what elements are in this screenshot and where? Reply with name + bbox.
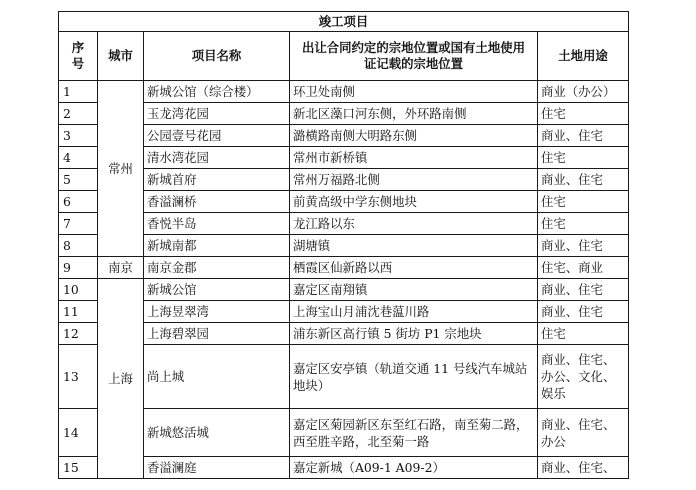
cell-land-use: 商业、住宅	[538, 301, 629, 323]
header-location: 出让合同约定的宗地位置或国有土地使用证记载的宗地位置	[290, 32, 538, 81]
cell-project-name: 新城公馆	[144, 279, 290, 301]
title-row	[59, 12, 629, 32]
cell-seq: 12	[59, 323, 98, 345]
cell-project-name: 香溢澜桥	[144, 191, 290, 213]
cell-location: 栖霞区仙新路以西	[290, 257, 538, 279]
cell-seq: 6	[59, 191, 98, 213]
cell-land-use: 商业、住宅	[538, 235, 629, 257]
cell-project-name: 尚上城	[144, 345, 290, 409]
table-row	[59, 125, 629, 147]
cell-seq: 15	[59, 457, 98, 479]
table-title: 竣工项目	[59, 12, 629, 32]
cell-city: 上海	[98, 279, 144, 479]
table-row	[59, 235, 629, 257]
header-row	[59, 32, 629, 81]
cell-project-name: 玉龙湾花园	[144, 103, 290, 125]
header-use: 土地用途	[538, 32, 629, 81]
cell-land-use: 商业、住宅、办公、文化、娱乐	[538, 345, 629, 409]
table-body	[59, 81, 629, 479]
cell-seq: 8	[59, 235, 98, 257]
cell-land-use: 住宅	[538, 323, 629, 345]
cell-seq: 7	[59, 213, 98, 235]
cell-city: 常州	[98, 81, 144, 257]
table-row	[59, 301, 629, 323]
table-row	[59, 81, 629, 103]
cell-project-name: 清水湾花园	[144, 147, 290, 169]
cell-project-name: 公园壹号花园	[144, 125, 290, 147]
cell-project-name: 上海昱翠湾	[144, 301, 290, 323]
header-seq: 序号	[59, 32, 98, 81]
cell-land-use: 住宅	[538, 147, 629, 169]
cell-location: 前黄高级中学东侧地块	[290, 191, 538, 213]
cell-seq: 1	[59, 81, 98, 103]
cell-location: 龙江路以东	[290, 213, 538, 235]
table-row	[59, 457, 629, 479]
header-city: 城市	[98, 32, 144, 81]
cell-project-name: 新城南都	[144, 235, 290, 257]
cell-location: 上海宝山月浦沈巷蕰川路	[290, 301, 538, 323]
cell-city: 南京	[98, 257, 144, 279]
cell-land-use: 商业、住宅、	[538, 457, 629, 479]
header-name: 项目名称	[144, 32, 290, 81]
cell-location: 嘉定新城（A09-1 A09-2）	[290, 457, 538, 479]
cell-land-use: 住宅	[538, 213, 629, 235]
cell-seq: 11	[59, 301, 98, 323]
cell-land-use: 住宅	[538, 103, 629, 125]
completed-projects-table	[58, 11, 629, 479]
cell-seq: 5	[59, 169, 98, 191]
cell-location: 常州万福路北侧	[290, 169, 538, 191]
table-row	[59, 213, 629, 235]
table-row	[59, 345, 629, 409]
cell-seq: 14	[59, 409, 98, 457]
cell-seq: 4	[59, 147, 98, 169]
cell-location: 常州市新桥镇	[290, 147, 538, 169]
cell-seq: 10	[59, 279, 98, 301]
cell-location: 嘉定区南翔镇	[290, 279, 538, 301]
cell-location: 嘉定区安亭镇（轨道交通 11 号线汽车城站地块）	[290, 345, 538, 409]
cell-location: 新北区藻口河东侧，外环路南侧	[290, 103, 538, 125]
cell-project-name: 上海碧翠园	[144, 323, 290, 345]
cell-land-use: 商业（办公）	[538, 81, 629, 103]
cell-location: 潞横路南侧大明路东侧	[290, 125, 538, 147]
cell-land-use: 住宅、商业	[538, 257, 629, 279]
cell-location: 嘉定区菊园新区东至红石路，南至菊二路，西至胜辛路，北至菊一路	[290, 409, 538, 457]
cell-land-use: 商业、住宅、办公	[538, 409, 629, 457]
cell-project-name: 新城公馆（综合楼）	[144, 81, 290, 103]
cell-project-name: 香悦半岛	[144, 213, 290, 235]
cell-land-use: 商业、住宅	[538, 279, 629, 301]
table-row	[59, 323, 629, 345]
cell-seq: 9	[59, 257, 98, 279]
cell-location: 浦东新区高行镇 5 街坊 P1 宗地块	[290, 323, 538, 345]
cell-seq: 2	[59, 103, 98, 125]
table-row	[59, 279, 629, 301]
cell-location: 湖塘镇	[290, 235, 538, 257]
cell-seq: 3	[59, 125, 98, 147]
table-row	[59, 257, 629, 279]
table-row	[59, 169, 629, 191]
cell-project-name: 香溢澜庭	[144, 457, 290, 479]
cell-project-name: 南京金郡	[144, 257, 290, 279]
table-row	[59, 409, 629, 457]
cell-project-name: 新城首府	[144, 169, 290, 191]
table-wrapper	[58, 11, 628, 479]
cell-land-use: 商业、住宅	[538, 169, 629, 191]
cell-land-use: 住宅	[538, 191, 629, 213]
cell-seq: 13	[59, 345, 98, 409]
cell-project-name: 新城悠活城	[144, 409, 290, 457]
cell-land-use: 商业、住宅	[538, 125, 629, 147]
table-row	[59, 147, 629, 169]
table-row	[59, 103, 629, 125]
cell-location: 环卫处南侧	[290, 81, 538, 103]
table-row	[59, 191, 629, 213]
